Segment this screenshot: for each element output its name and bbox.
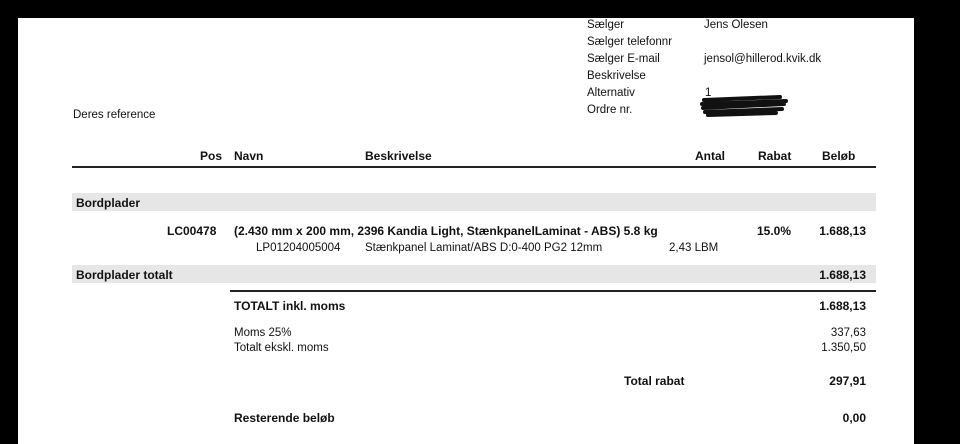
seller-email-label: Sælger E-mail	[587, 53, 660, 65]
seller-value: Jens Olesen	[704, 19, 768, 31]
item-description: (2.430 mm x 200 mm, 2396 Kandia Light, StænkpanelLaminat - ABS) 5.8 kg	[234, 224, 658, 238]
remaining-value: 0,00	[842, 411, 866, 425]
seller-label: Sælger	[587, 19, 625, 31]
seller-phone-label: Sælger telefonnr	[587, 36, 673, 48]
col-belob: Beløb	[822, 149, 856, 163]
group-total-band	[72, 265, 876, 283]
group-band	[72, 193, 876, 211]
total-rabat-label: Total rabat	[624, 374, 685, 388]
moms-value: 337,63	[830, 327, 866, 339]
totals-divider	[230, 290, 876, 292]
reference-label: Deres reference	[73, 109, 156, 121]
header-divider	[72, 166, 876, 168]
group-total-label: Bordplader totalt	[76, 268, 173, 282]
alternative-label: Alternativ	[587, 87, 635, 99]
total-incl-label: TOTALT inkl. moms	[234, 299, 346, 313]
remaining-label: Resterende beløb	[234, 411, 335, 425]
item-sub-code: LP01204005004	[256, 242, 341, 254]
col-beskrivelse: Beskrivelse	[365, 149, 432, 163]
total-rabat-value: 297,91	[829, 374, 866, 388]
total-incl-value: 1.688,13	[819, 299, 866, 313]
document-page	[18, 18, 914, 444]
group-total-value: 1.688,13	[819, 268, 866, 282]
moms-label: Moms 25%	[234, 327, 292, 339]
item-rabat: 15.0%	[757, 224, 792, 238]
item-pos: LC00478	[167, 224, 217, 238]
col-antal: Antal	[695, 149, 725, 163]
item-belob: 1.688,13	[819, 224, 866, 238]
total-excl-label: Totalt ekskl. moms	[234, 342, 329, 354]
seller-email-value: jensol@hillerod.kvik.dk	[704, 53, 822, 65]
item-sub-antal: 2,43 LBM	[669, 242, 719, 254]
order-number-label: Ordre nr.	[587, 104, 633, 116]
group-title: Bordplader	[76, 196, 141, 210]
col-rabat: Rabat	[758, 149, 792, 163]
total-excl-value: 1.350,50	[821, 342, 866, 354]
col-navn: Navn	[234, 149, 264, 163]
item-sub-description: Stænkpanel Laminat/ABS D:0-400 PG2 12mm	[365, 242, 603, 254]
col-pos: Pos	[200, 149, 223, 163]
alternative-value: 1	[705, 87, 712, 99]
redaction-scribble	[700, 92, 790, 118]
description-label: Beskrivelse	[587, 70, 646, 82]
